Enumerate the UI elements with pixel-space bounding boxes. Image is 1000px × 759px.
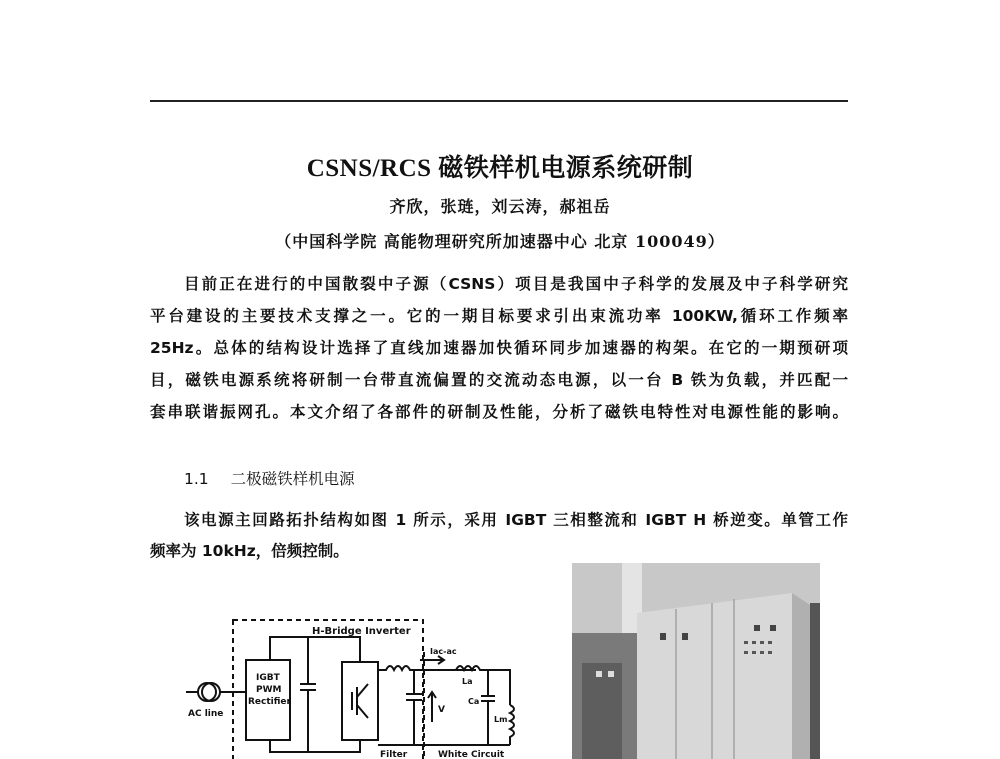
paper-title: CSNS/RCS 磁铁样机电源系统研制 [306, 155, 694, 182]
label-lm: Lm [494, 715, 508, 724]
igbt-bridge [342, 662, 378, 740]
header-rule [150, 100, 848, 102]
label-ac-line: AC line [188, 709, 224, 719]
label-filter: Filter [380, 750, 408, 759]
abstract-line: 套串联谐振网孔。本文介绍了各部件的研制及性能，分析了磁铁电特性对电源性能的影响。 [150, 403, 848, 421]
label-rectifier: Rectifier [248, 697, 291, 707]
affiliation: （中国科学院 高能物理研究所加速器中心 北京 100049） [275, 232, 725, 251]
label-current: Iac-ac [430, 647, 457, 656]
ac-source-icon [198, 683, 216, 701]
section-heading [184, 467, 355, 489]
abstract-line: 目前正在进行的中国散裂中子源（CSNS）项目是我国中子科学的发展及中子科学研究 [184, 275, 848, 293]
abstract-line: 目，磁铁电源系统将研制一台带直流偏置的交流动态电源，以一台 B 铁为负载，并匹配一 [150, 371, 848, 389]
label-white-circuit: White Circuit [438, 750, 505, 759]
section-title: 二极磁铁样机电源 [230, 470, 355, 488]
label-rectifier: IGBT [256, 673, 280, 683]
label-la: La [462, 677, 473, 686]
label-voltage: V [438, 705, 445, 715]
circuit-diagram [182, 612, 522, 759]
power-supply-photo [572, 563, 820, 759]
label-inverter: H-Bridge Inverter [312, 626, 411, 637]
abstract-line: 平台建设的主要技术支撑之一。它的一期目标要求引出束流功率 100KW,循环工作频率 [150, 307, 848, 325]
label-rectifier: PWM [256, 685, 282, 695]
authors: 齐欣，张琏，刘云涛，郝祖岳 [389, 197, 611, 216]
abstract-line: 25Hz。总体的结构设计选择了直线加速器加快循环同步加速器的构架。在它的一期预研项 [150, 339, 848, 357]
label-ca: Ca [468, 697, 480, 706]
body-line: 该电源主回路拓扑结构如图 1 所示，采用 IGBT 三相整流和 IGBT H 桥逆变。单管工作 [184, 511, 848, 529]
body-line: 频率为 10kHz，倍频控制。 [150, 542, 349, 560]
section-number: 1.1 [184, 470, 209, 488]
